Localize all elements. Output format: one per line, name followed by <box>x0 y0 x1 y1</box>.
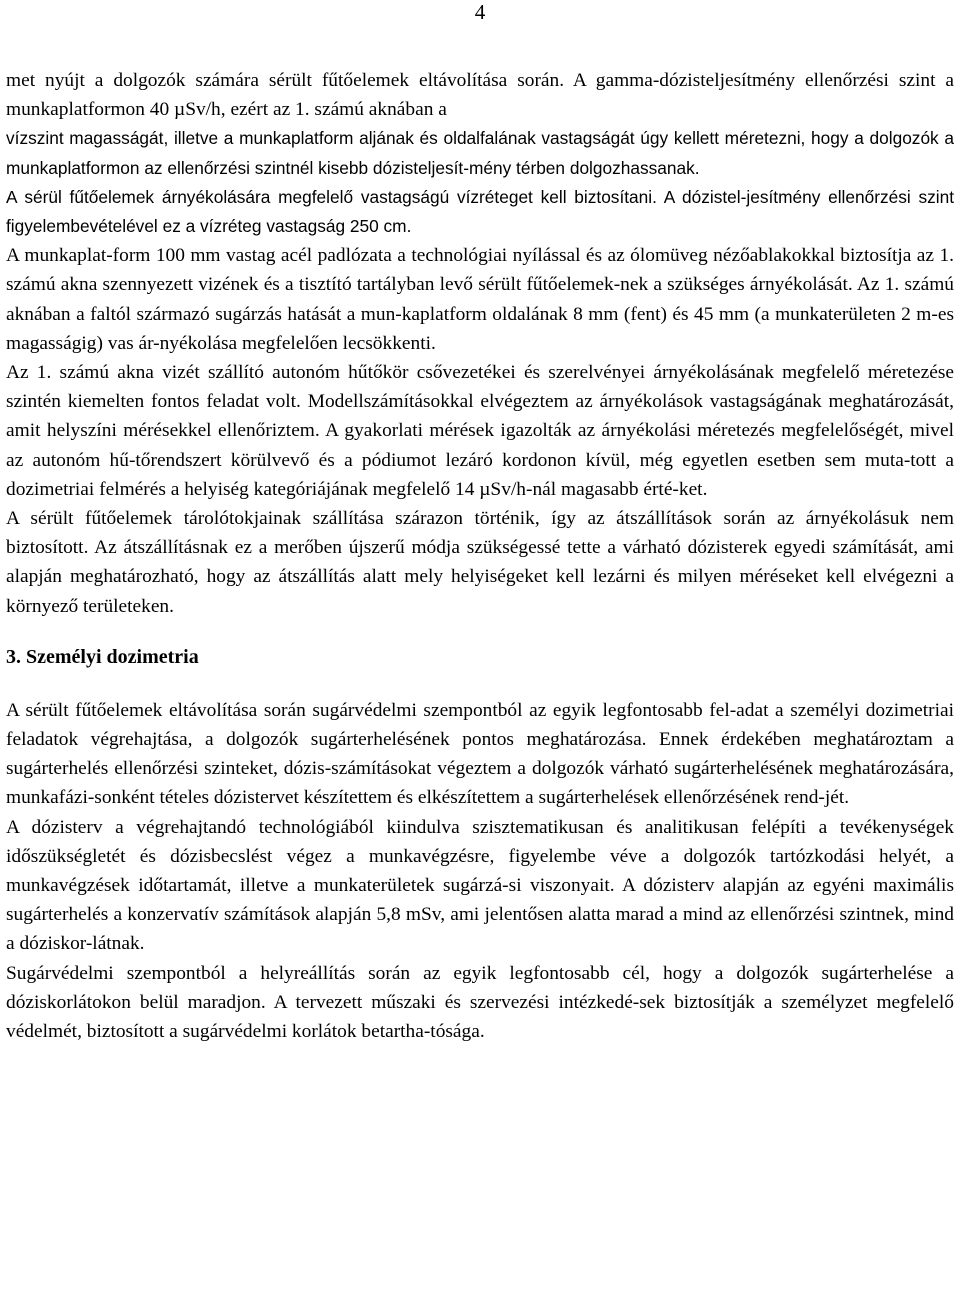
paragraph: A sérült fűtőelemek tárolótokjainak szállítása szárazon történik, így az átszállítások során az árnyékolásuk nem biztosított. Az átszállításnak ez a merőben újszerű módja szükségessé tette a várható dózisterek egyedi számítását, ami alapján meghatározható, hogy az átszállítás alatt mely helyiségeket kell lezárni és milyen méréseket kell elvégezni a környező területeken. <box>6 508 954 617</box>
paragraph: A sérül fűtőelemek árnyékolására megfelelő vastagságú vízréteget kell biztosítani. A dózistel-jesítmény ellenőrzési szint figyelembevételével ez a vízréteg vastagság 250 cm. <box>6 186 954 237</box>
section-heading: 3. Személyi dozimetria <box>6 645 199 668</box>
paragraph: Az 1. számú akna vizét szállító autonóm hűtőkör csővezetékei és szerelvényei árnyékolásának megfelelő méretezése szintén kiemelten fontos feladat volt. Modellszámításokkal elvégeztem az árnyékolások vastagságának meghatározását, amit helyszíni mérésekkel ellenőriztem. A gyakorlati mérések igazolták az árnyékolási méretezés megfelelőségét, mivel az autonóm hű-tőrendszert körülvevő és a pódiumot lezáró kordonon kívül, még egyetlen esetben sem muta-tott a dozimetriai felmérés a helyiség kategóriájának megfelelő 14 µSv/h-nál magasabb érté-ket. <box>6 362 954 500</box>
document-body <box>6 66 954 1046</box>
paragraph: Sugárvédelmi szempontból a helyreállítás során az egyik legfontosabb cél, hogy a dolgozók sugárterhelése a dóziskorlátokon belül maradjon. A tervezett műszaki és szervezési intézkedé-sek biztosítják a személyzet megfelelő védelmét, biztosított a sugárvédelmi korlátok betartha-tósága. <box>6 962 954 1043</box>
page-number: 4 <box>474 0 486 24</box>
paragraph: vízszint magasságát, illetve a munkaplatform aljának és oldalfalának vastagságát úgy kellett méretezni, hogy a dolgozók a munkaplatformon az ellenőrzési szintnél kisebb dózisteljesít-mény térben dolgozhassanak. <box>6 128 954 178</box>
paragraph: A dózisterv a végrehajtandó technológiából kiindulva szisztematikusan és analitikusan felépíti a tevékenységek időszükségletét és dózisbecslést végez a munkavégzésre, figyelembe véve a dolgozók tartózkodási helyét, a munkavégzések időtartamát, illetve a munkaterületek sugárzá-si viszonyait. A dózisterv alapján az egyéni maximális sugárterhelés a konzervatív számítások alapján 5,8 mSv, ami jelentősen alatta marad a mind az ellenőrzési szintnek, mind a dóziskor-látnak. <box>6 816 954 955</box>
paragraph: met nyújt a dolgozók számára sérült fűtőelemek eltávolítása során. A gamma-dózisteljesítmény ellenőrzési szint a munkaplatformon 40 µSv/h, ezért az 1. számú aknában a <box>6 70 954 121</box>
paragraph: A sérült fűtőelemek eltávolítása során sugárvédelmi szempontból az egyik legfontosabb fel-adat a személyi dozimetriai feladatok végrehajtása, a dolgozók sugárterhelésének pontos meghatározása. Ennek érdekében meghatároztam a sugárterhelés ellenőrzési szinteket, dózis-számításokat végeztem a dolgozók várható sugárterhelésének meghatározására, munkafázi-sonként tételes dózistervet készítettem és elkészítettem a sugárterhelések ellenőrzésének rend-jét. <box>6 699 954 809</box>
paragraph: A munkaplat-form 100 mm vastag acél padlózata a technológiai nyílással és az ólomüveg nézőablakokkal biztosítja az 1. számú akna szennyezett vizének és a tisztító tartályban levő sérült fűtőelemek-nek a szükséges árnyékolását. Az 1. számú aknában a faltól származó sugárzás hatását a mun-kaplatform oldalának 8 mm (fent) és 45 mm (a munkaterületen 2 m-es magasságig) vas ár-nyékolása megfelelően lecsökkenti. <box>6 245 954 354</box>
